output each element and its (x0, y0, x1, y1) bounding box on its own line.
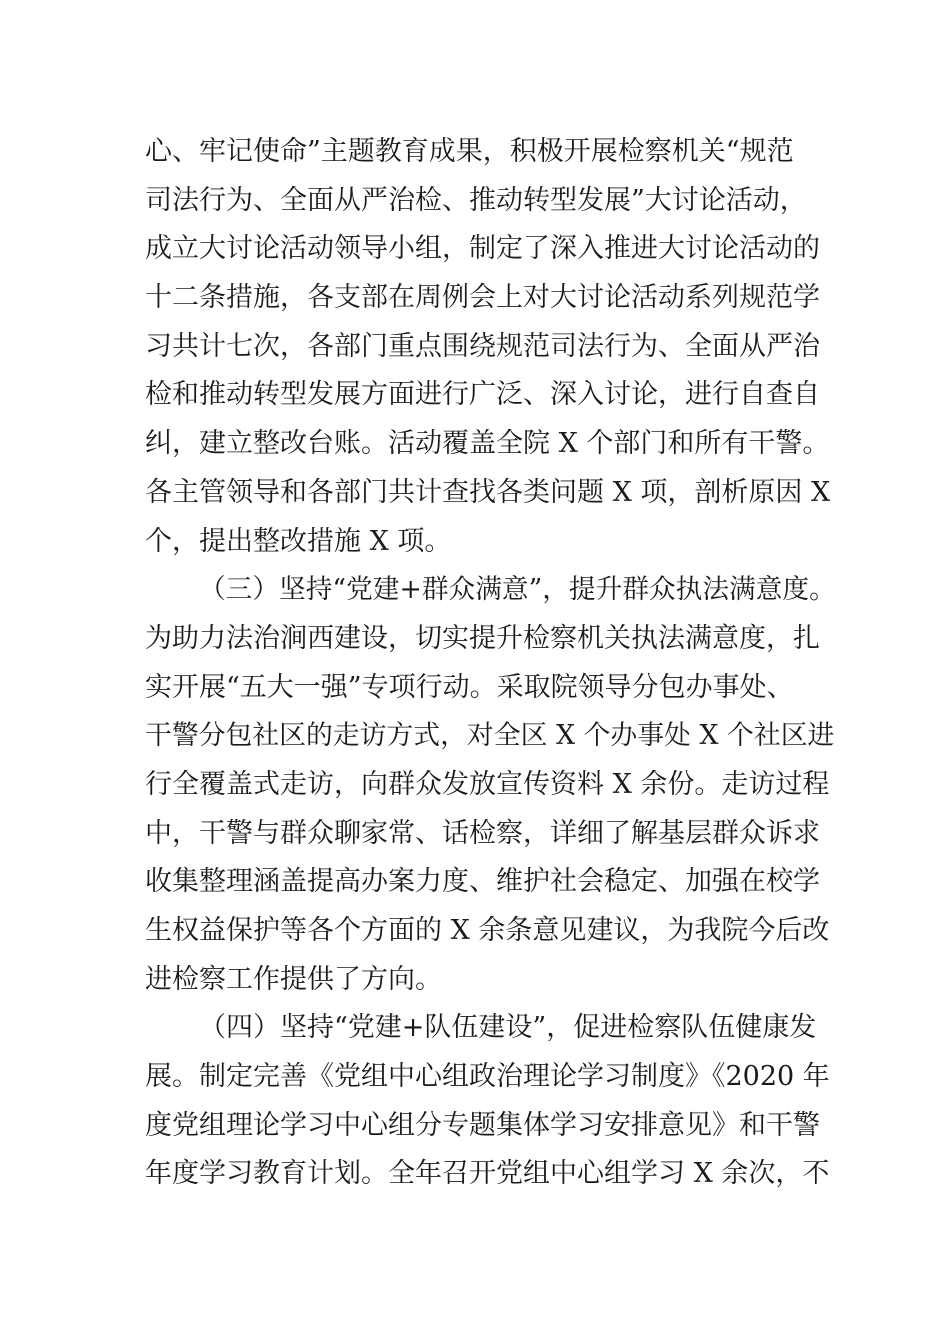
paragraph-line: 习共计七次，各部门重点围绕规范司法行为、全面从严治 (145, 330, 820, 362)
section-heading-line: （三）坚持“党建+群众满意”，提升群众执法满意度。 (199, 574, 836, 606)
paragraph-line: 成立大讨论活动领导小组，制定了深入推进大讨论活动的 (145, 233, 820, 265)
paragraph-line: 检和推动转型发展方面进行广泛、深入讨论，进行自查自 (145, 379, 820, 411)
paragraph-line: 行全覆盖式走访，向群众发放宣传资料 X 余份。走访过程 (145, 768, 830, 800)
paragraph-line: 年度学习教育计划。全年召开党组中心组学习 X 余次，不 (145, 1158, 830, 1190)
paragraph-line: 生权益保护等各个方面的 X 余条意见建议，为我院今后改 (145, 915, 830, 946)
paragraph-line: 为助力法治涧西建设，切实提升检察机关执法满意度，扎 (145, 622, 820, 654)
paragraph-line: 十二条措施，各支部在周例会上对大讨论活动系列规范学 (145, 282, 820, 314)
paragraph-line: 进检察工作提供了方向。 (145, 963, 442, 995)
section-heading-line: （四）坚持“党建+队伍建设”，促进检察队伍健康发 (199, 1012, 817, 1044)
paragraph-line: 中，干警与群众聊家常、话检察，详细了解基层群众诉求 (145, 817, 820, 849)
body-text (145, 128, 836, 1199)
paragraph-line: 司法行为、全面从严治检、推动转型发展”大讨论活动， (145, 184, 807, 216)
paragraph-line: 实开展“五大一强”专项行动。采取院领导分包办事处、 (145, 671, 794, 703)
paragraph-line: 纠，建立整改台账。活动覆盖全院 X 个部门和所有干警。 (145, 428, 830, 460)
paragraph-line: 展。制定完善《党组中心组政治理论学习制度》《2020 年 (145, 1061, 830, 1093)
paragraph-line: 个，提出整改措施 X 项。 (145, 525, 452, 557)
paragraph-line: 干警分包社区的走访方式，对全区 X 个办事处 X 个社区进 (145, 720, 835, 752)
paragraph-line: 各主管领导和各部门共计查找各类问题 X 项，剖析原因 X (145, 476, 831, 508)
paragraph-line: 收集整理涵盖提高办案力度、维护社会稳定、加强在校学 (145, 866, 820, 898)
paragraph-line: 度党组理论学习中心组分专题集体学习安排意见》和干警 (145, 1109, 820, 1141)
paragraph-line: 心、牢记使命”主题教育成果，积极开展检察机关“规范 (145, 136, 794, 167)
